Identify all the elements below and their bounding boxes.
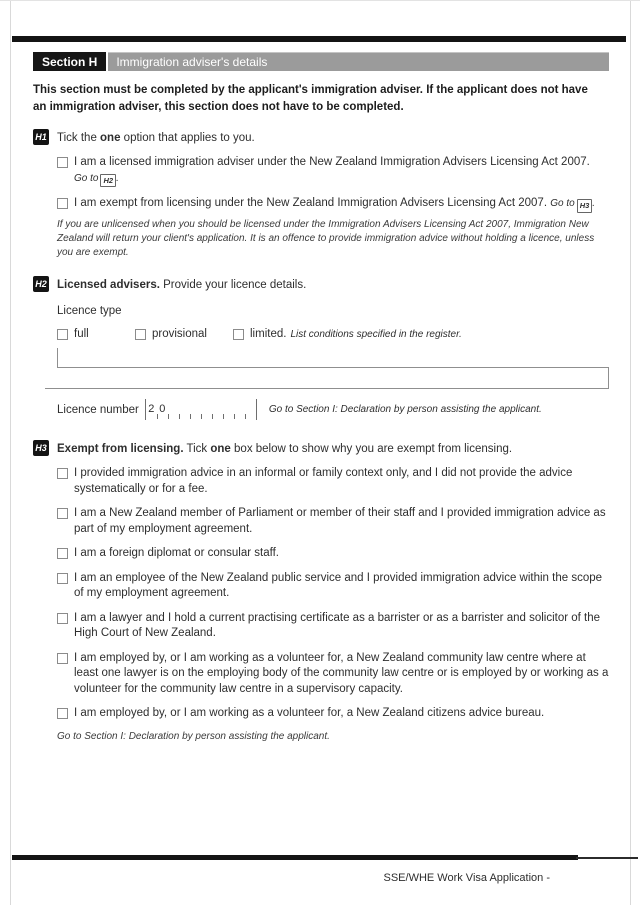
checkbox-exempt-licensing[interactable] xyxy=(57,198,68,209)
h1-option-licensed[interactable] xyxy=(57,155,609,187)
footer-rule-tail xyxy=(576,857,638,859)
licence-type-full[interactable] xyxy=(57,327,135,342)
option-text: I am exempt from licensing under the New Zealand Immigration Advisers Licensing Act 2007. xyxy=(74,197,548,210)
h3-option-citizens-advice-bureau[interactable] xyxy=(57,706,609,722)
h3-option-foreign-diplomat[interactable] xyxy=(57,546,609,562)
checkbox-public-service[interactable] xyxy=(57,573,68,584)
licence-number-digit[interactable] xyxy=(245,399,256,420)
goto-h3 xyxy=(550,198,595,209)
licence-number-digit[interactable] xyxy=(212,399,223,420)
h3-option-informal-advice[interactable] xyxy=(57,466,609,497)
page-edge-left xyxy=(10,0,11,905)
checkbox-licence-provisional[interactable] xyxy=(135,329,146,340)
form-content xyxy=(33,52,609,742)
licence-number-digit[interactable] xyxy=(190,399,201,420)
checkbox-licence-full[interactable] xyxy=(57,329,68,340)
licence-number-digit[interactable] xyxy=(201,399,212,420)
licence-number-digit[interactable]: 2 xyxy=(146,399,157,420)
section-intro: This section must be completed by the applicant's immigration adviser. If the applicant does not have an immigration adviser, this section does not have to be completed. xyxy=(33,84,588,113)
checkbox-licensed-adviser[interactable] xyxy=(57,157,68,168)
h3-option-member-parliament[interactable] xyxy=(57,506,609,537)
conditions-input-line-2[interactable] xyxy=(45,368,609,389)
heading-rest: box below to show why you are exempt from licensing. xyxy=(230,443,513,456)
h3-options xyxy=(57,466,609,722)
licence-number-row xyxy=(57,399,609,420)
licence-provisional-label: provisional xyxy=(152,328,207,341)
question-h3 xyxy=(33,440,609,457)
top-rule xyxy=(12,36,626,42)
page-edge-top xyxy=(0,0,640,1)
licence-number-digit[interactable]: 0 xyxy=(157,399,168,420)
goto-pre: Go to xyxy=(74,172,99,184)
heading-bold2: one xyxy=(210,443,231,456)
goto-ref-box-h3: H3 xyxy=(577,199,593,213)
licence-type-provisional[interactable] xyxy=(135,327,233,342)
h1-unlicensed-warning: If you are unlicensed when you should be licensed under the Immigration Advisers Licensing Act 2007, Immigration New Zealand will return your client's application. It is an offence to provide immigration advice without holding a licence, unless you are exempt. xyxy=(57,218,595,259)
goto-pre: Go to xyxy=(550,198,575,210)
option-text: I am a foreign diplomat or consular staff. xyxy=(74,547,279,560)
goto-h2 xyxy=(74,173,119,184)
h3-goto-note: Go to Section I: Declaration by person assisting the applicant. xyxy=(57,730,330,742)
checkbox-informal-advice[interactable] xyxy=(57,468,68,479)
option-text: I provided immigration advice in an informal or family context only, and I did not provide the advice systematically or for a fee. xyxy=(74,467,573,495)
licence-number-digit[interactable] xyxy=(179,399,190,420)
licence-type-limited[interactable] xyxy=(233,327,462,342)
licence-number-goto-note: Go to Section I: Declaration by person assisting the applicant. xyxy=(268,404,542,416)
goto-post: . xyxy=(116,172,119,184)
option-text: I am employed by, or I am working as a volunteer for, a New Zealand community law centre where at least one lawyer is on the employing body of the community law centre or is employed by or working as a volunteer for the community law centre in a supervisory capacity. xyxy=(74,651,609,695)
h3-option-public-service[interactable] xyxy=(57,571,609,602)
licence-number-digit[interactable] xyxy=(234,399,245,420)
checkbox-foreign-diplomat[interactable] xyxy=(57,548,68,559)
h1-option-licensed-label xyxy=(74,155,609,187)
badge-h2: H2 xyxy=(33,276,49,292)
checkbox-community-law-centre[interactable] xyxy=(57,653,68,664)
footer-document-title: SSE/WHE Work Visa Application - xyxy=(383,872,550,884)
licence-number-digit[interactable] xyxy=(168,399,179,420)
h1-option-exempt-label xyxy=(74,196,595,213)
heading-bold: Exempt from licensing. xyxy=(57,443,184,456)
conditions-write-area xyxy=(33,348,609,389)
checkbox-licence-limited[interactable] xyxy=(233,329,244,340)
question-h1 xyxy=(33,129,609,146)
option-text: I am a lawyer and I hold a current practising certificate as a barrister or as a barrister and solicitor of the High Court of New Zealand. xyxy=(74,611,601,640)
section-header xyxy=(33,52,609,71)
footer-rule xyxy=(12,855,578,860)
licence-limited-label: limited. xyxy=(250,328,287,341)
prompt-pre: Tick the xyxy=(57,132,101,145)
badge-h1: H1 xyxy=(33,129,49,145)
page-edge-right xyxy=(630,0,631,905)
licence-type-options xyxy=(57,327,609,342)
question-h1-prompt xyxy=(57,129,255,146)
checkbox-citizens-advice-bureau[interactable] xyxy=(57,708,68,719)
section-label: Section H xyxy=(33,52,106,71)
licence-limited-note: List conditions specified in the register. xyxy=(290,329,462,341)
option-text: I am a licensed immigration adviser under the New Zealand Immigration Advisers Licensing Act 2007. xyxy=(74,156,590,169)
checkbox-member-parliament[interactable] xyxy=(57,508,68,519)
licence-full-label: full xyxy=(74,328,89,341)
question-h3-prompt xyxy=(57,440,512,457)
heading-mid: Tick xyxy=(183,443,211,456)
licence-number-label: Licence number xyxy=(57,403,139,416)
prompt-bold: one xyxy=(100,132,121,145)
heading-bold: Licensed advisers. xyxy=(57,279,160,292)
option-text: I am a New Zealand member of Parliament or member of their staff and I provided immigration advice as part of my employment agreement. xyxy=(74,507,606,535)
h3-option-community-law-centre[interactable] xyxy=(57,651,609,698)
h1-option-exempt[interactable] xyxy=(57,196,609,213)
question-h2 xyxy=(33,276,609,293)
h3-option-lawyer[interactable] xyxy=(57,611,609,642)
licence-type-label: Licence type xyxy=(57,305,122,318)
heading-rest: Provide your licence details. xyxy=(159,279,307,292)
question-h2-prompt xyxy=(57,276,306,293)
goto-ref-box-h2: H2 xyxy=(100,174,116,188)
goto-post: . xyxy=(592,198,596,210)
licence-number-field[interactable] xyxy=(145,399,257,420)
licence-number-digit[interactable] xyxy=(223,399,234,420)
conditions-input-line-1[interactable] xyxy=(57,348,609,368)
option-text: I am an employee of the New Zealand public service and I provided immigration advice within the scope of my employment agreement. xyxy=(74,571,603,600)
section-title: Immigration adviser's details xyxy=(108,52,609,71)
prompt-post: option that applies to you. xyxy=(120,132,255,145)
badge-h3: H3 xyxy=(33,440,49,456)
option-text: I am employed by, or I am working as a volunteer for, a New Zealand citizens advice bureau. xyxy=(74,707,545,720)
checkbox-lawyer[interactable] xyxy=(57,613,68,624)
